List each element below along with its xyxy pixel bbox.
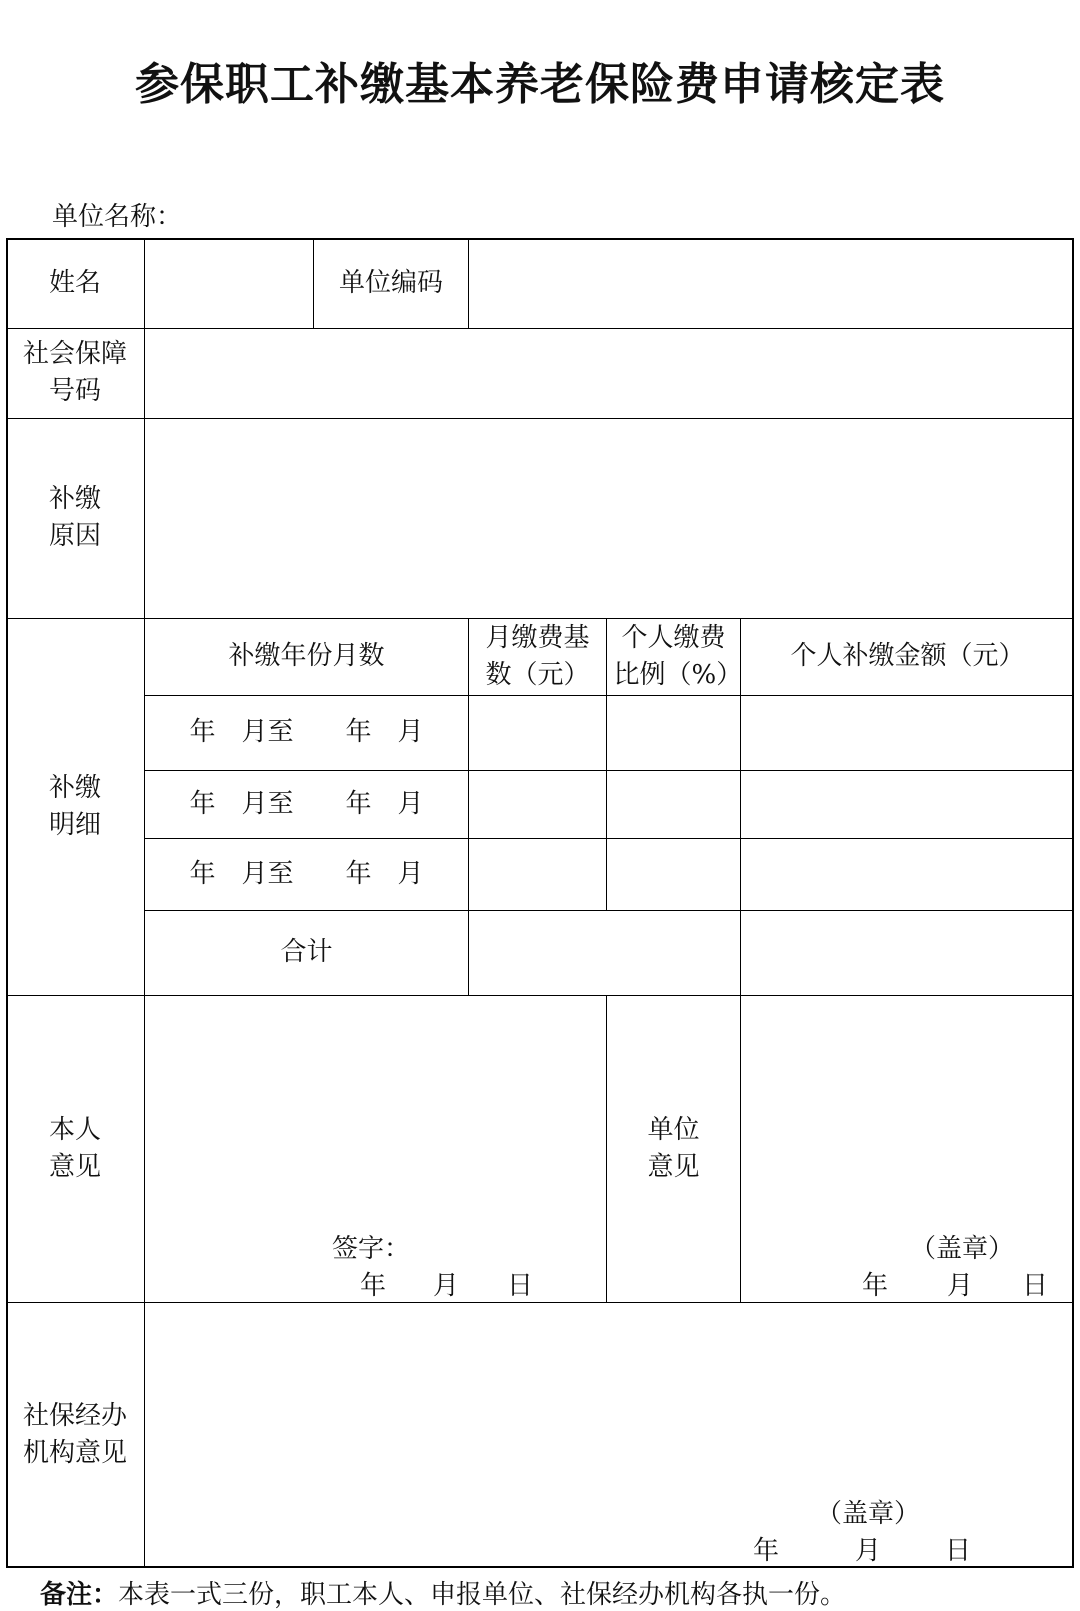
unit-seal-label: （盖章） <box>910 1234 1015 1264</box>
unit-date-month: 月 <box>947 1271 974 1301</box>
agency-date-month: 月 <box>855 1536 882 1566</box>
name-label: 姓名 <box>48 267 101 298</box>
agency-opinion-field[interactable] <box>145 1303 1072 1493</box>
unit-code-field[interactable] <box>469 240 1072 328</box>
base-header: 月缴费基数（元） <box>485 622 590 690</box>
sign-label: 签字： <box>332 1234 411 1264</box>
ssn-field[interactable] <box>145 329 1072 418</box>
ratio-cell-1[interactable] <box>607 696 739 769</box>
amount-header: 个人补缴金额（元） <box>790 641 1025 671</box>
period-header: 补缴年份月数 <box>228 641 385 671</box>
unit-date-day: 日 <box>1022 1271 1049 1301</box>
note-prefix: 备注： <box>40 1580 119 1610</box>
unit-name-label: 单位名称： <box>52 202 183 232</box>
agency-opinion-label: 社保经办机构意见 <box>22 1401 127 1468</box>
total-base-cell[interactable] <box>469 911 739 994</box>
name-field[interactable] <box>145 240 312 328</box>
reason-field[interactable] <box>145 419 1072 618</box>
unit-code-label: 单位编码 <box>338 267 443 298</box>
total-amount-cell[interactable] <box>741 911 1072 994</box>
unit-opinion-label: 单位意见 <box>647 1114 700 1182</box>
base-cell-3[interactable] <box>469 839 605 909</box>
period-row-1[interactable]: 年 月至 年 月 <box>189 717 424 747</box>
amount-cell-3[interactable] <box>741 839 1072 909</box>
personal-date-year: 年 <box>360 1271 387 1301</box>
amount-cell-1[interactable] <box>741 696 1072 769</box>
personal-opinion-field[interactable] <box>145 996 605 1216</box>
agency-seal-label: （盖章） <box>816 1499 921 1529</box>
base-cell-1[interactable] <box>469 696 605 769</box>
personal-date-month: 月 <box>433 1271 460 1301</box>
detail-label: 补缴明细 <box>48 772 101 840</box>
unit-opinion-field[interactable] <box>741 996 1072 1216</box>
ssn-label: 社会保障号码 <box>22 339 127 406</box>
amount-cell-2[interactable] <box>741 771 1072 837</box>
form-title: 参保职工补缴基本养老保险费申请核定表 <box>135 59 945 110</box>
reason-label: 补缴原因 <box>48 484 101 551</box>
ratio-header: 个人缴费比例（%） <box>613 622 743 690</box>
unit-date-year: 年 <box>862 1271 889 1301</box>
personal-opinion-label: 本人意见 <box>48 1114 101 1182</box>
period-row-2[interactable]: 年 月至 年 月 <box>189 788 424 819</box>
note-text: 本表一式三份，职工本人、申报单位、社保经办机构各执一份。 <box>118 1580 847 1610</box>
base-cell-2[interactable] <box>469 771 605 837</box>
ratio-cell-3[interactable] <box>607 839 739 909</box>
agency-date-day: 日 <box>945 1536 972 1566</box>
total-label: 合计 <box>280 937 333 967</box>
footer-note <box>40 1574 846 1611</box>
period-row-3[interactable]: 年 月至 年 月 <box>189 858 424 889</box>
personal-date-day: 日 <box>507 1271 534 1301</box>
ratio-cell-2[interactable] <box>607 771 739 837</box>
agency-date-year: 年 <box>753 1536 780 1566</box>
